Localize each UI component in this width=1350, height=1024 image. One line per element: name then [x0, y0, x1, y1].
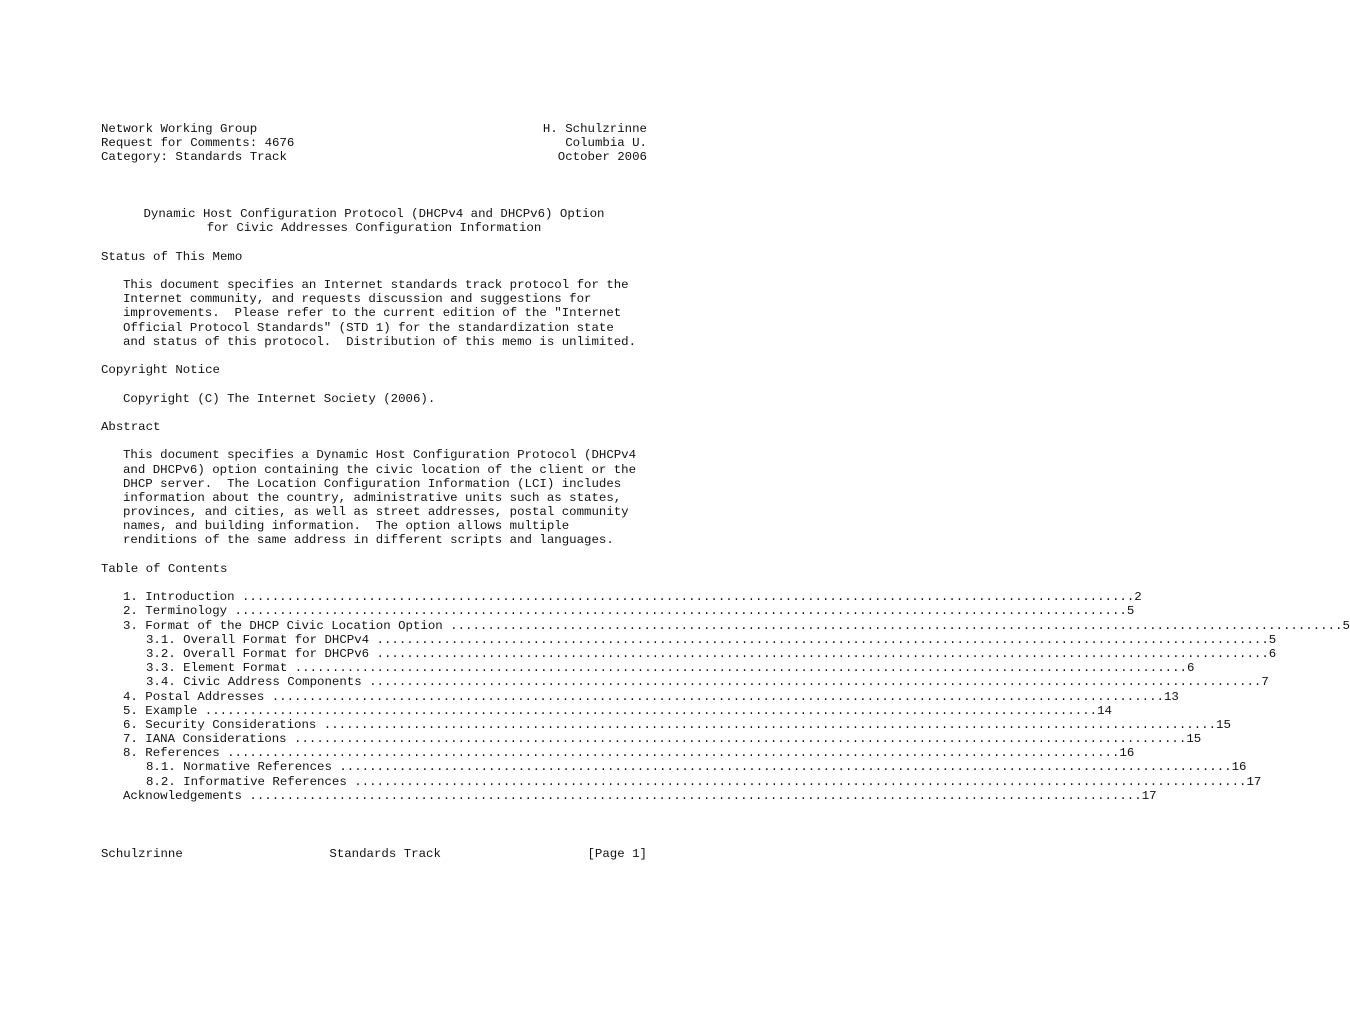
toc-entry-label: 4. Postal Addresses: [123, 689, 272, 704]
toc-entry-page: 13: [1164, 689, 1179, 704]
document-title-line-2: for Civic Addresses Configuration Information: [206, 221, 542, 236]
header-row-2: [101, 136, 647, 150]
header-category: Category: Standards Track: [101, 150, 287, 165]
toc-entry[interactable]: [101, 675, 1269, 690]
rfc-page: [101, 122, 1350, 803]
toc-leader-dots: ........................................................................................................................: [271, 689, 1164, 704]
toc-entry[interactable]: [101, 590, 1142, 605]
toc-leader-dots: ........................................................................................................................: [234, 604, 1127, 619]
toc-leader-dots: ........................................................................................................................: [376, 632, 1269, 647]
copyright-heading: Copyright Notice: [101, 363, 220, 378]
toc-entry-label: 2. Terminology: [123, 604, 235, 619]
toc-heading: Table of Contents: [101, 561, 228, 576]
abstract-heading: Abstract: [101, 419, 161, 434]
toc-entry[interactable]: [101, 618, 1350, 633]
status-heading: Status of This Memo: [101, 249, 243, 264]
toc-leader-dots: ........................................................................................................................: [339, 760, 1232, 775]
toc-entry[interactable]: [101, 632, 1277, 647]
abstract-line: This document specifies a Dynamic Host Configuration Protocol (DHCPv4: [123, 448, 637, 463]
toc-entry-page: 16: [1119, 746, 1135, 761]
header-date: October 2006: [557, 150, 647, 165]
status-line: This document specifies an Internet standards track protocol for the: [123, 278, 629, 293]
toc-entry-page: 6: [1187, 661, 1195, 676]
toc-entry-label: 6. Security Considerations: [123, 717, 324, 732]
toc-entry[interactable]: [101, 689, 1179, 704]
toc-entry-label: 3.2. Overall Format for DHCPv6: [146, 646, 377, 661]
toc-entry[interactable]: [101, 703, 1112, 718]
toc-entry-page: 16: [1231, 760, 1247, 775]
toc-entry[interactable]: [101, 774, 1262, 789]
footer-author: Schulzrinne: [101, 847, 183, 861]
toc-entry-page: 15: [1186, 732, 1202, 747]
toc-leader-dots: ........................................................................................................................: [294, 732, 1187, 747]
abstract-line: information about the country, administrative units such as states,: [123, 490, 622, 505]
toc-entry[interactable]: [101, 732, 1202, 747]
status-line: improvements. Please refer to the current edition of the "Internet: [123, 306, 622, 321]
toc-entry[interactable]: [101, 646, 1277, 661]
toc-entry[interactable]: [101, 760, 1247, 775]
toc-entry-page: 14: [1097, 703, 1112, 718]
toc-leader-dots: ........................................................................................................................: [249, 788, 1142, 803]
toc-leader-dots: ........................................................................................................................: [227, 746, 1120, 761]
toc-entry[interactable]: [101, 661, 1195, 676]
toc-entry-label: Acknowledgements: [123, 788, 250, 803]
toc-entry-page: 17: [1246, 774, 1262, 789]
copyright-text: Copyright (C) The Internet Society (2006).: [123, 391, 436, 406]
footer-page-number: [Page 1]: [587, 847, 647, 861]
header-rfc-number: Request for Comments: 4676: [101, 136, 295, 151]
toc-entry-page: 5: [1268, 632, 1277, 647]
toc-entry-page: 7: [1261, 675, 1269, 690]
toc-entry-label: 8.1. Normative References: [146, 760, 340, 775]
header-row-3: [101, 150, 647, 164]
status-paragraph: [101, 278, 647, 349]
toc-entry[interactable]: [101, 604, 1135, 619]
page-footer: [101, 847, 647, 861]
abstract-paragraph: [101, 448, 647, 547]
header-author: H. Schulzrinne: [542, 122, 647, 136]
abstract-line: and DHCPv6) option containing the civic location of the client or the: [123, 462, 637, 477]
toc-entry-label: 3.1. Overall Format for DHCPv4: [146, 632, 377, 647]
toc-entry-label: 5. Example: [123, 703, 205, 718]
abstract-line: provinces, and cities, as well as street addresses, postal community: [123, 505, 629, 520]
toc-entry-label: 1. Introduction: [123, 590, 242, 605]
toc-leader-dots: ........................................................................................................................: [294, 661, 1187, 676]
toc-leader-dots: ........................................................................................................................: [354, 774, 1247, 789]
toc-entry-page: 5: [1126, 604, 1135, 619]
document-header: [101, 122, 647, 165]
toc-entry-label: 8. References: [123, 746, 228, 761]
abstract-line: renditions of the same address in different scripts and languages.: [123, 533, 614, 548]
toc-leader-dots: ........................................................................................................................: [204, 703, 1098, 718]
toc-entry[interactable]: [101, 717, 1231, 732]
toc-entry-page: 15: [1216, 717, 1231, 732]
header-group: Network Working Group: [101, 122, 258, 136]
toc-leader-dots: ........................................................................................................................: [450, 618, 1343, 633]
toc-leader-dots: ........................................................................................................................: [323, 717, 1217, 732]
toc-entry-label: 7. IANA Considerations: [123, 732, 295, 747]
toc-entry-page: 2: [1134, 590, 1142, 605]
document-title-line-1: Dynamic Host Configuration Protocol (DHCPv4 and DHCPv6) Option: [143, 207, 605, 222]
toc-entry-label: 3.4. Civic Address Components: [146, 675, 370, 690]
status-line: and status of this protocol. Distribution of this memo is unlimited.: [123, 334, 637, 349]
toc-entry-page: 6: [1268, 646, 1277, 661]
toc-leader-dots: ........................................................................................................................: [241, 590, 1135, 605]
toc-entry[interactable]: [101, 746, 1135, 761]
toc-entry-page: 5: [1342, 618, 1350, 633]
abstract-line: DHCP server. The Location Configuration Information (LCI) includes: [123, 476, 622, 491]
toc-entry-page: 17: [1141, 788, 1157, 803]
header-affiliation: Columbia U.: [565, 136, 647, 151]
header-row-1: [101, 122, 647, 136]
abstract-line: names, and building information. The option allows multiple: [123, 519, 570, 534]
status-line: Internet community, and requests discussion and suggestions for: [123, 292, 592, 307]
toc-leader-dots: ........................................................................................................................: [376, 646, 1269, 661]
toc-entry-label: 8.2. Informative References: [146, 774, 355, 789]
footer-category: Standards Track: [329, 847, 441, 861]
toc-leader-dots: ........................................................................................................................: [369, 675, 1262, 690]
toc-entry-label: 3.3. Element Format: [146, 661, 295, 676]
toc-entry-label: 3. Format of the DHCP Civic Location Option: [123, 618, 451, 633]
status-line: Official Protocol Standards" (STD 1) for the standardization state: [123, 320, 614, 335]
toc-entry[interactable]: [101, 788, 1157, 803]
toc-list: [101, 590, 1350, 803]
